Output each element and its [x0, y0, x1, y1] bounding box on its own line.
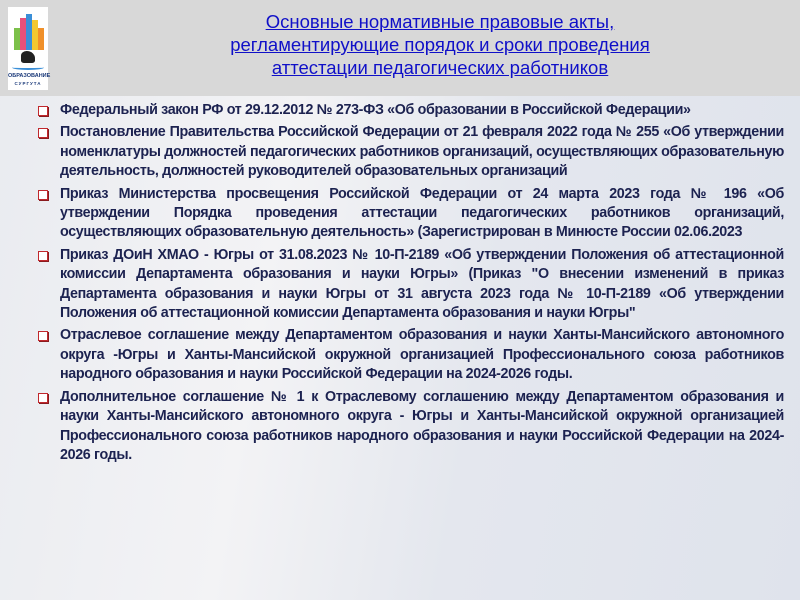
list-item	[36, 101, 784, 120]
checkbox-bullet-icon	[38, 128, 48, 138]
item-text: Дополнительное соглашение № 1 к Отраслевому соглашению между Департаментом образования и науки Ханты-Мансийского автономного округа - Югры и Ханты-Мансийской окружной организацией Профессионального союза работников народного образования и науки Российской Федерации на 2024-2026 годы.	[60, 388, 784, 463]
list-item	[36, 388, 784, 466]
logo	[8, 7, 51, 90]
item-text: Приказ Министерства просвещения Российской Федерации от 24 марта 2023 года № 196 «Об утверждении Порядка проведения аттестации педагогических работников организаций, осуществляющих образовательную деятельность» (Зарегистрирован в Минюсте России 02.06.2023	[60, 185, 784, 241]
list-item	[36, 326, 784, 384]
checkbox-bullet-icon	[38, 106, 48, 116]
checkbox-bullet-icon	[38, 331, 48, 341]
checkbox-bullet-icon	[38, 251, 48, 261]
legal-acts-list	[36, 101, 784, 468]
item-text: Постановление Правительства Российской Федерации от 21 февраля 2022 года № 255 «Об утверждении номенклатуры должностей педагогических работников организаций, осуществляющих образовательную деятельность, должностей руководителей образовательных организаций	[60, 124, 784, 180]
logo-subtext: СУРГУТА	[14, 81, 42, 86]
list-item	[36, 246, 784, 324]
animal-icon	[21, 51, 35, 63]
logo-text: ОБРАЗОВАНИЕ	[8, 73, 51, 79]
title-line: Основные нормативные правовые акты,	[265, 11, 615, 32]
slide-title	[150, 10, 730, 79]
title-line: регламентирующие порядок и сроки проведения	[230, 34, 650, 55]
title-line: аттестации педагогических работников	[271, 57, 609, 78]
item-text: Отраслевое соглашение между Департаментом образования и науки Ханты-Мансийского автономного округа -Югры и Ханты-Мансийской окружной организацией Профессионального союза работников народного образования и науки Российской Федерации на 2024-2026 годы.	[60, 327, 784, 383]
logo-bar	[38, 28, 44, 50]
book-icon	[12, 65, 44, 70]
slide-header	[0, 0, 800, 96]
item-text: Приказ ДОиН ХМАО - Югры от 31.08.2023 № 10-П-2189 «Об утверждении Положения об аттестационной комиссии Департамента образования и науки Югры» (Приказ "О внесении изменений в приказ Департамента образования и науки Югры от 31 августа 2023 года № 10-П-2189 «Об утверждении Положения об аттестационной комиссии Департамента образования и науки Югры"	[60, 246, 784, 322]
checkbox-bullet-icon	[38, 393, 48, 403]
item-text: Федеральный закон РФ от 29.12.2012 № 273-ФЗ «Об образовании в Российской Федерации»	[60, 102, 691, 118]
list-item	[36, 185, 784, 243]
list-item	[36, 123, 784, 181]
checkbox-bullet-icon	[38, 190, 48, 200]
